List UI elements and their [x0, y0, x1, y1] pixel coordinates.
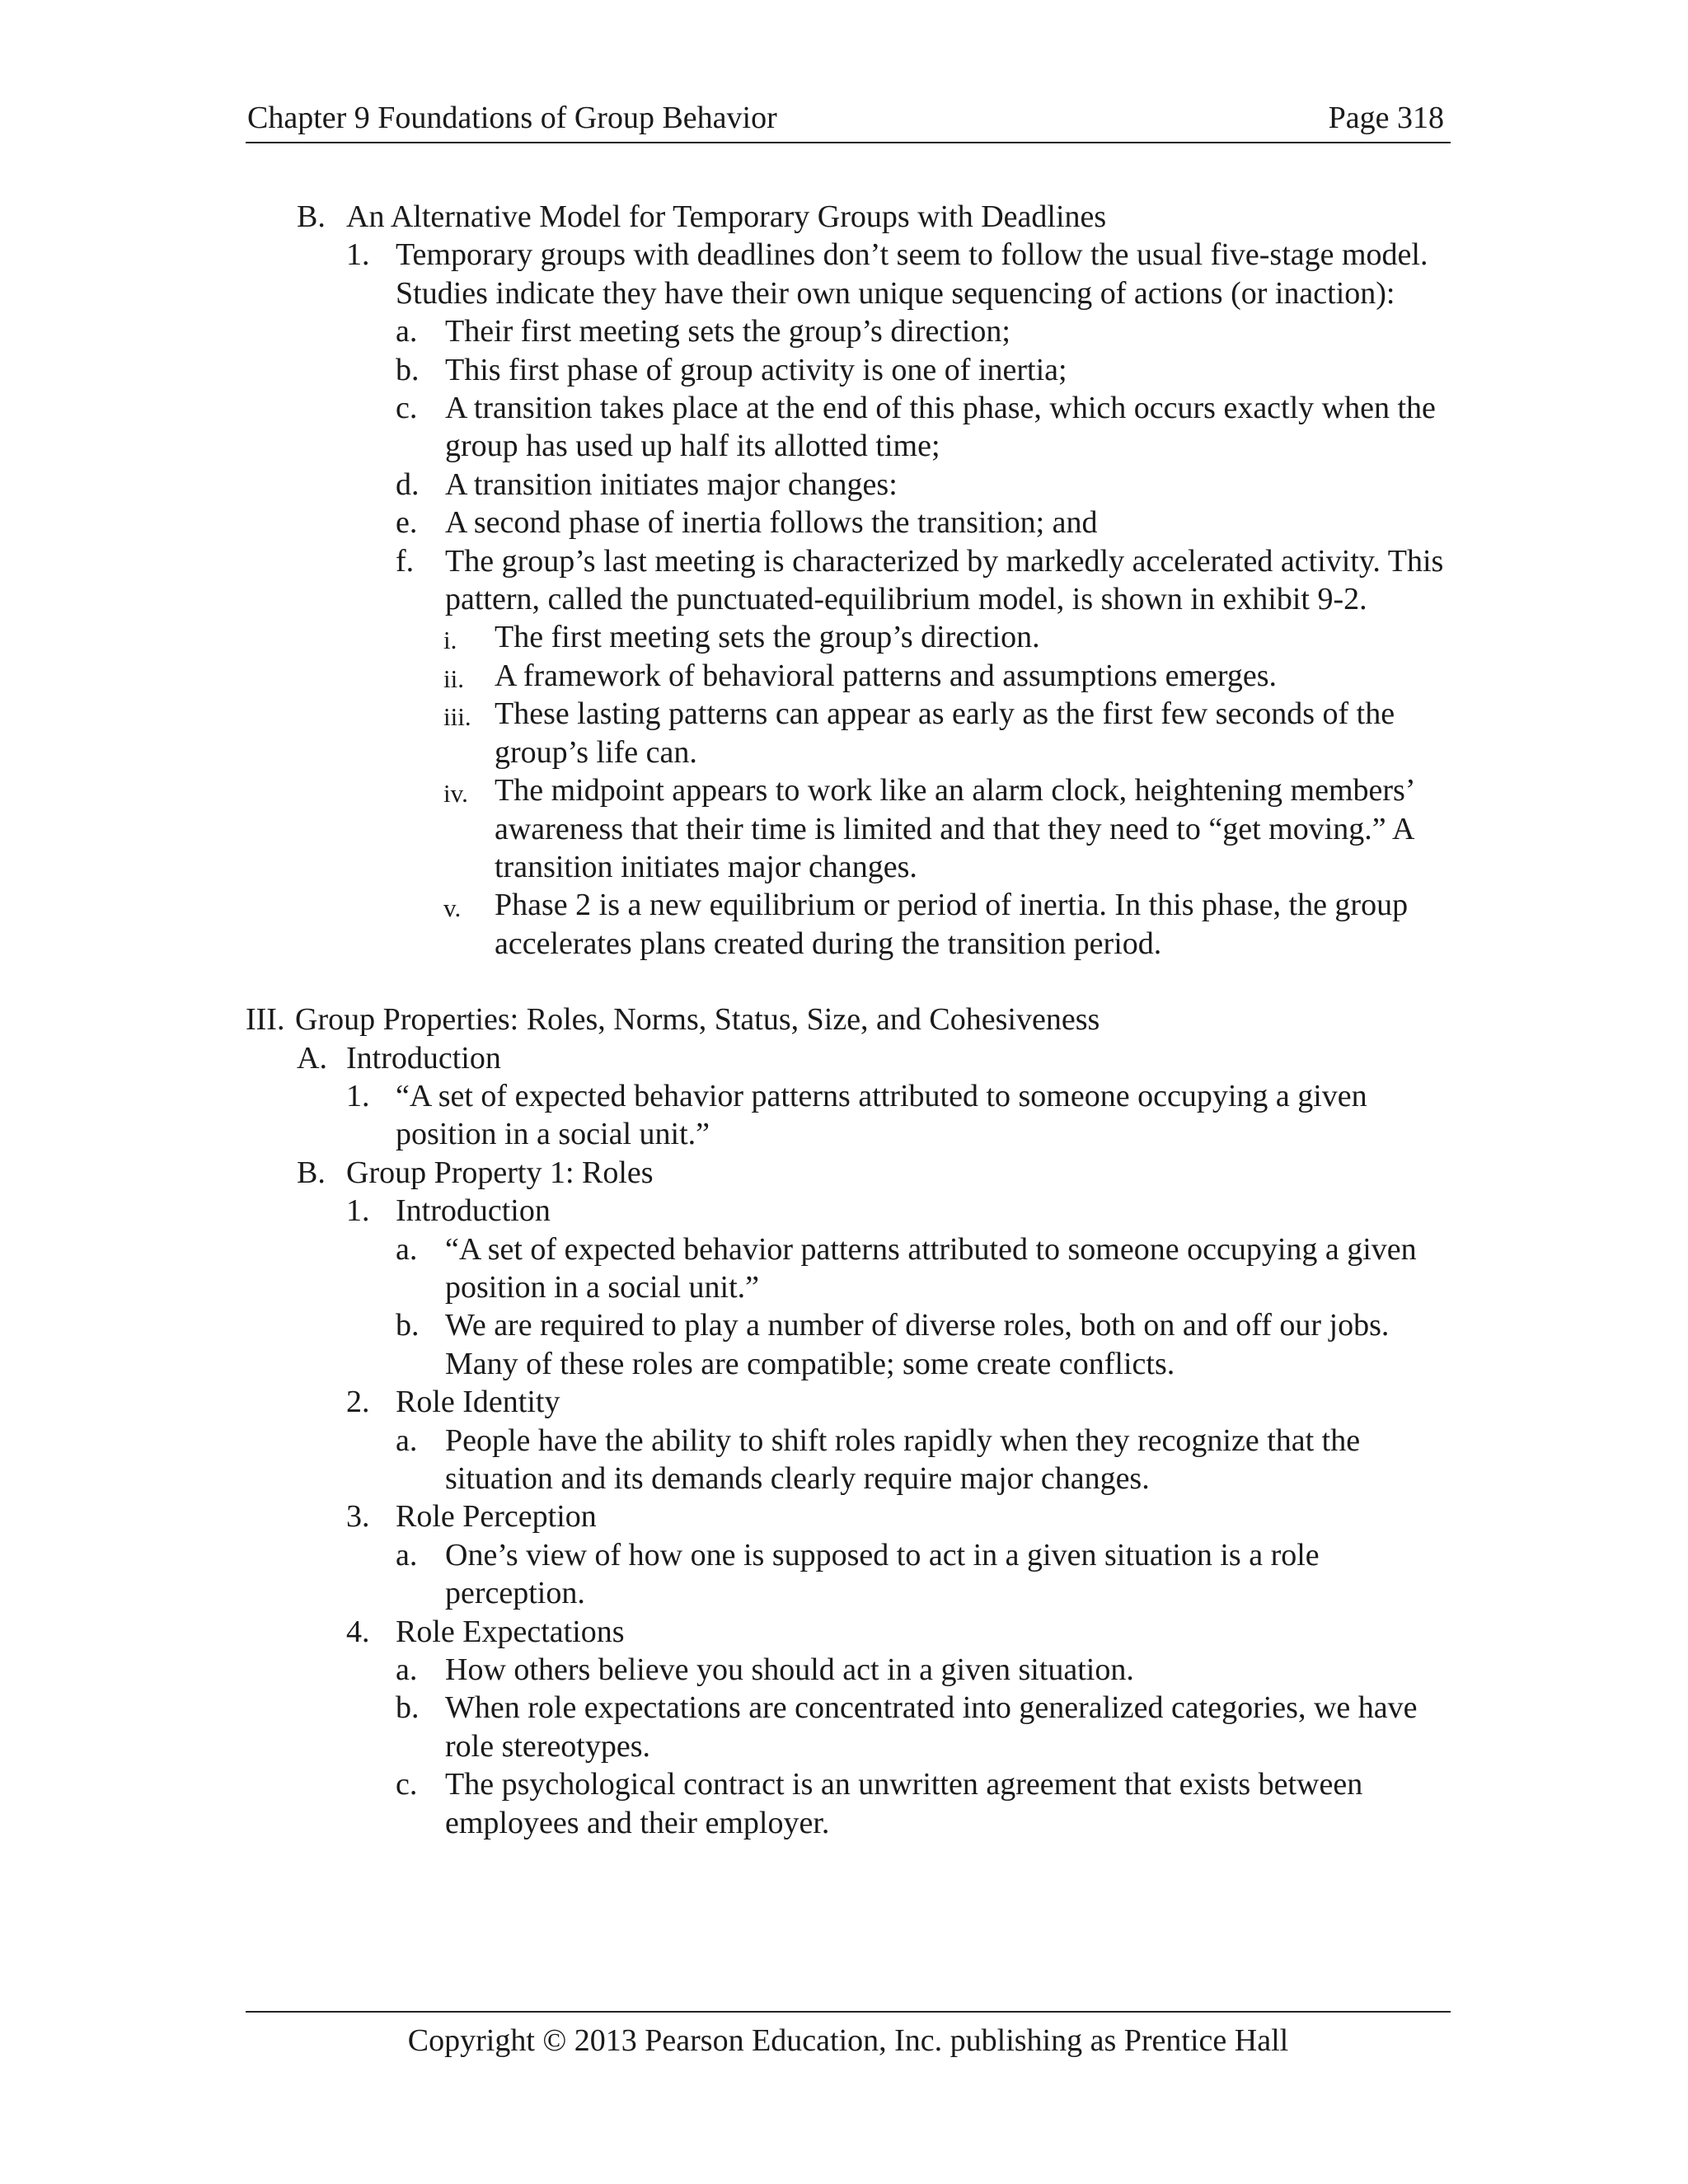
outline-item — [246, 1651, 1457, 1689]
outline-item — [246, 542, 1457, 619]
outline-item-label: b. — [396, 1308, 420, 1343]
outline-item-label: a. — [396, 1652, 418, 1688]
outline-item-label: ii. — [443, 663, 464, 693]
outline-item-text: How others believe you should act in a given situation. — [445, 1652, 1134, 1688]
copyright-footer: Copyright © 2013 Pearson Education, Inc. publishing as Prentice Hall — [407, 2023, 1289, 2058]
outline-item-label: 1. — [346, 1078, 370, 1113]
outline-item-label: v. — [443, 893, 462, 923]
outline-item — [246, 389, 1457, 466]
outline-item — [246, 1383, 1457, 1421]
outline-item — [246, 312, 1457, 350]
outline-item-label: c. — [396, 1767, 418, 1802]
outline-item — [246, 657, 1457, 695]
outline-item-label: d. — [396, 466, 420, 502]
outline-item-label: 1. — [346, 237, 370, 273]
outline-item-text: These lasting patterns can appear as early as the first few seconds of the group’s life can. — [495, 696, 1395, 770]
outline-item — [246, 886, 1457, 963]
outline-item-label: iii. — [443, 702, 471, 732]
outline-item-text: An Alternative Model for Temporary Groups with Deadlines — [346, 199, 1107, 234]
outline-item-text: Group Properties: Roles, Norms, Status, Size, and Cohesiveness — [295, 1002, 1100, 1038]
outline-item-label: B. — [297, 199, 326, 234]
outline-item-text: One’s view of how one is supposed to act in a given situation is a role perception. — [445, 1537, 1320, 1611]
page-number: Page 318 — [1328, 101, 1444, 135]
outline-item-text: A second phase of inertia follows the transition; and — [445, 505, 1098, 541]
outline-item-label: b. — [396, 352, 420, 387]
outline-item-text: Their first meeting sets the group’s direction; — [445, 314, 1010, 349]
outline-item — [246, 1039, 1457, 1077]
chapter-title: Chapter 9 Foundations of Group Behavior — [247, 101, 777, 135]
outline-item-text: Phase 2 is a new equilibrium or period of inertia. In this phase, the group accelerates plans created during the transition period. — [495, 888, 1409, 961]
outline-item-text: A framework of behavioral patterns and assumptions emerges. — [495, 658, 1278, 693]
outline-item-label: a. — [396, 1537, 418, 1572]
document-outline — [246, 198, 1457, 1842]
outline-item-text: We are required to play a number of diverse roles, both on and off our jobs. Many of these roles are compatible; some create conflicts. — [445, 1308, 1390, 1381]
outline-item — [246, 1154, 1457, 1192]
outline-item-text: When role expectations are concentrated into generalized categories, we have role stereotypes. — [445, 1690, 1418, 1764]
outline-item — [246, 1306, 1457, 1383]
outline-item-label: f. — [396, 543, 415, 579]
outline-item-text: Role Expectations — [396, 1614, 625, 1649]
outline-item-label: c. — [396, 391, 418, 426]
outline-item — [246, 1497, 1457, 1535]
outline-item-text: The midpoint appears to work like an alarm clock, heightening members’ awareness that their time is limited and that they need to “get moving.” A transition initiates major changes. — [495, 773, 1414, 884]
outline-item — [246, 1422, 1457, 1498]
outline-item-label: e. — [396, 505, 418, 541]
outline-item-label: b. — [396, 1690, 420, 1726]
page-header — [246, 94, 1451, 143]
outline-item-text: A transition takes place at the end of this phase, which occurs exactly when the group has used up half its allotted time; — [445, 391, 1436, 464]
outline-item-text: Introduction — [396, 1193, 551, 1229]
outline-item-text: Temporary groups with deadlines don’t seem to follow the usual five-stage model. Studies indicate they have their own unique sequencing of actions (or inaction): — [396, 237, 1428, 311]
outline-item — [246, 504, 1457, 541]
outline-item — [246, 1536, 1457, 1613]
outline-item — [246, 236, 1457, 312]
footer-divider — [246, 2011, 1451, 2013]
outline-item-text: The first meeting sets the group’s direction. — [495, 620, 1040, 655]
outline-item — [246, 1001, 1457, 1038]
outline-item — [246, 466, 1457, 504]
outline-item-label: A. — [297, 1040, 327, 1076]
outline-item-text: Group Property 1: Roles — [346, 1155, 654, 1190]
outline-item-label: a. — [396, 1231, 418, 1267]
outline-item-text: Introduction — [346, 1040, 501, 1076]
outline-item — [246, 351, 1457, 389]
outline-item — [246, 771, 1457, 886]
outline-item-label: iv. — [443, 779, 468, 808]
outline-item — [246, 198, 1457, 236]
outline-item-text: Role Perception — [396, 1499, 597, 1535]
outline-item-label: 4. — [346, 1614, 370, 1649]
outline-item — [246, 618, 1457, 656]
outline-item-label: 2. — [346, 1385, 370, 1420]
outline-item-text: “A set of expected behavior patterns attributed to someone occupying a given position in a social unit.” — [445, 1231, 1417, 1305]
outline-item-label: a. — [396, 1422, 418, 1458]
outline-item-text: People have the ability to shift roles rapidly when they recognize that the situation and its demands clearly require major changes. — [445, 1422, 1361, 1496]
outline-item-text: Role Identity — [396, 1385, 560, 1420]
section-gap — [246, 963, 1457, 1001]
outline-item-text: The group’s last meeting is characterized by markedly accelerated activity. This pattern, called the punctuated-equilibrium model, is shown in exhibit 9-2. — [445, 543, 1444, 617]
outline-item — [246, 1230, 1457, 1307]
outline-item-label: i. — [443, 626, 457, 655]
outline-item-label: a. — [396, 314, 418, 349]
outline-item-text: This first phase of group activity is one of inertia; — [445, 352, 1067, 387]
outline-item — [246, 1192, 1457, 1230]
outline-item-label: III. — [246, 1002, 285, 1038]
outline-item-label: 1. — [346, 1193, 370, 1229]
outline-item-label: 3. — [346, 1499, 370, 1535]
outline-item-text: The psychological contract is an unwritten agreement that exists between employees and their employer. — [445, 1767, 1363, 1840]
outline-item — [246, 1613, 1457, 1651]
outline-item-label: B. — [297, 1155, 326, 1190]
outline-item-text: A transition initiates major changes: — [445, 466, 898, 502]
outline-item — [246, 1689, 1457, 1765]
outline-item-text: “A set of expected behavior patterns attributed to someone occupying a given position in a social unit.” — [396, 1078, 1367, 1152]
outline-item — [246, 1077, 1457, 1154]
outline-item — [246, 1765, 1457, 1842]
outline-item — [246, 695, 1457, 771]
